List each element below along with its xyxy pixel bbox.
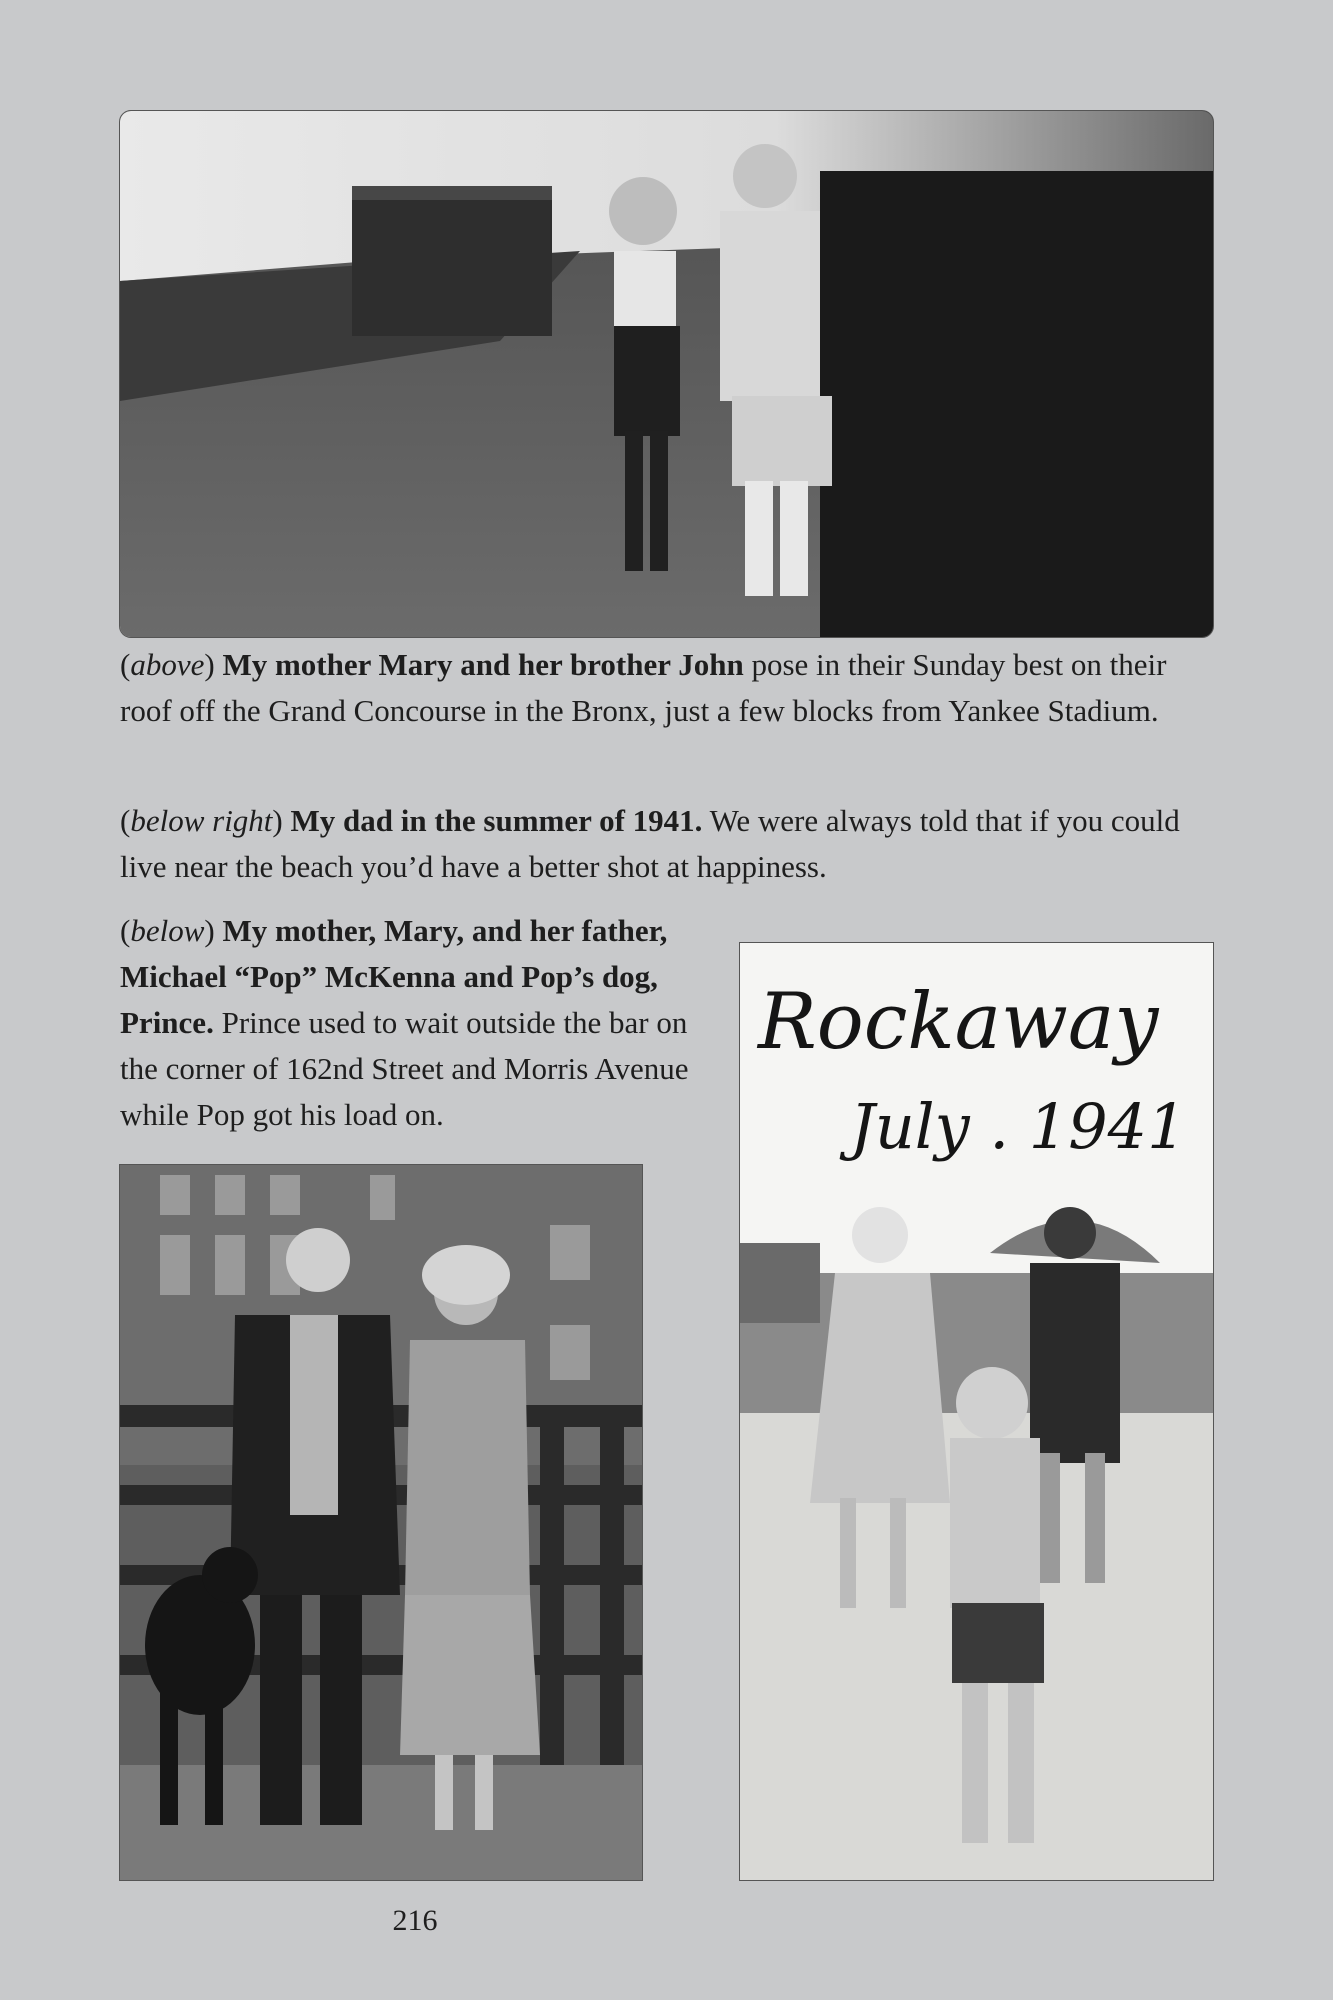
caption-below-bold: My mother, Mary, and her father, Michael “Pop” McKenna and Pop’s dog, Prince. — [120, 913, 668, 1040]
photo-handwriting-date: July . 1941 — [850, 1090, 1187, 1163]
photo-dad-rockaway — [739, 942, 1214, 1881]
caption-below-right-tag: below right — [130, 803, 273, 838]
caption-below-right-bold: My dad in the summer of 1941. — [290, 803, 703, 838]
photo-mary-and-john — [119, 110, 1214, 638]
caption-below-right-text: We were always told that if you could live near the beach you’d have a better shot at happiness. — [120, 803, 1180, 884]
photo-handwriting-rockaway: Rockaway — [758, 977, 1159, 1067]
caption-above-text: pose in their Sunday best on their roof off the Grand Concourse in the Bronx, just a few blocks from Yankee Stadium. — [120, 647, 1167, 728]
caption-below-text: Prince used to wait outside the bar on the corner of 162nd Street and Morris Avenue while Pop got his load on. — [120, 1005, 689, 1132]
caption-below: (below) My mother, Mary, and her father, Michael “Pop” McKenna and Pop’s dog, Prince. Prince used to wait outside the bar on the corner of 162nd Street and Morris Avenue while Pop got his load on. — [120, 913, 689, 1132]
caption-below-tag: below — [130, 913, 205, 948]
caption-above: (above) My mother Mary and her brother John pose in their Sunday best on their roof off the Grand Concourse in the Bronx, just a few blocks from Yankee Stadium. — [120, 647, 1167, 728]
photo-mary-pop-and-prince — [119, 1164, 643, 1881]
page-number: 216 — [392, 1904, 438, 1937]
caption-above-bold: My mother Mary and her brother John — [222, 647, 744, 682]
caption-below-right: (below right) My dad in the summer of 1941. We were always told that if you could live near the beach you’d have a better shot at happiness. — [120, 803, 1180, 884]
caption-above-tag: above — [130, 647, 205, 682]
